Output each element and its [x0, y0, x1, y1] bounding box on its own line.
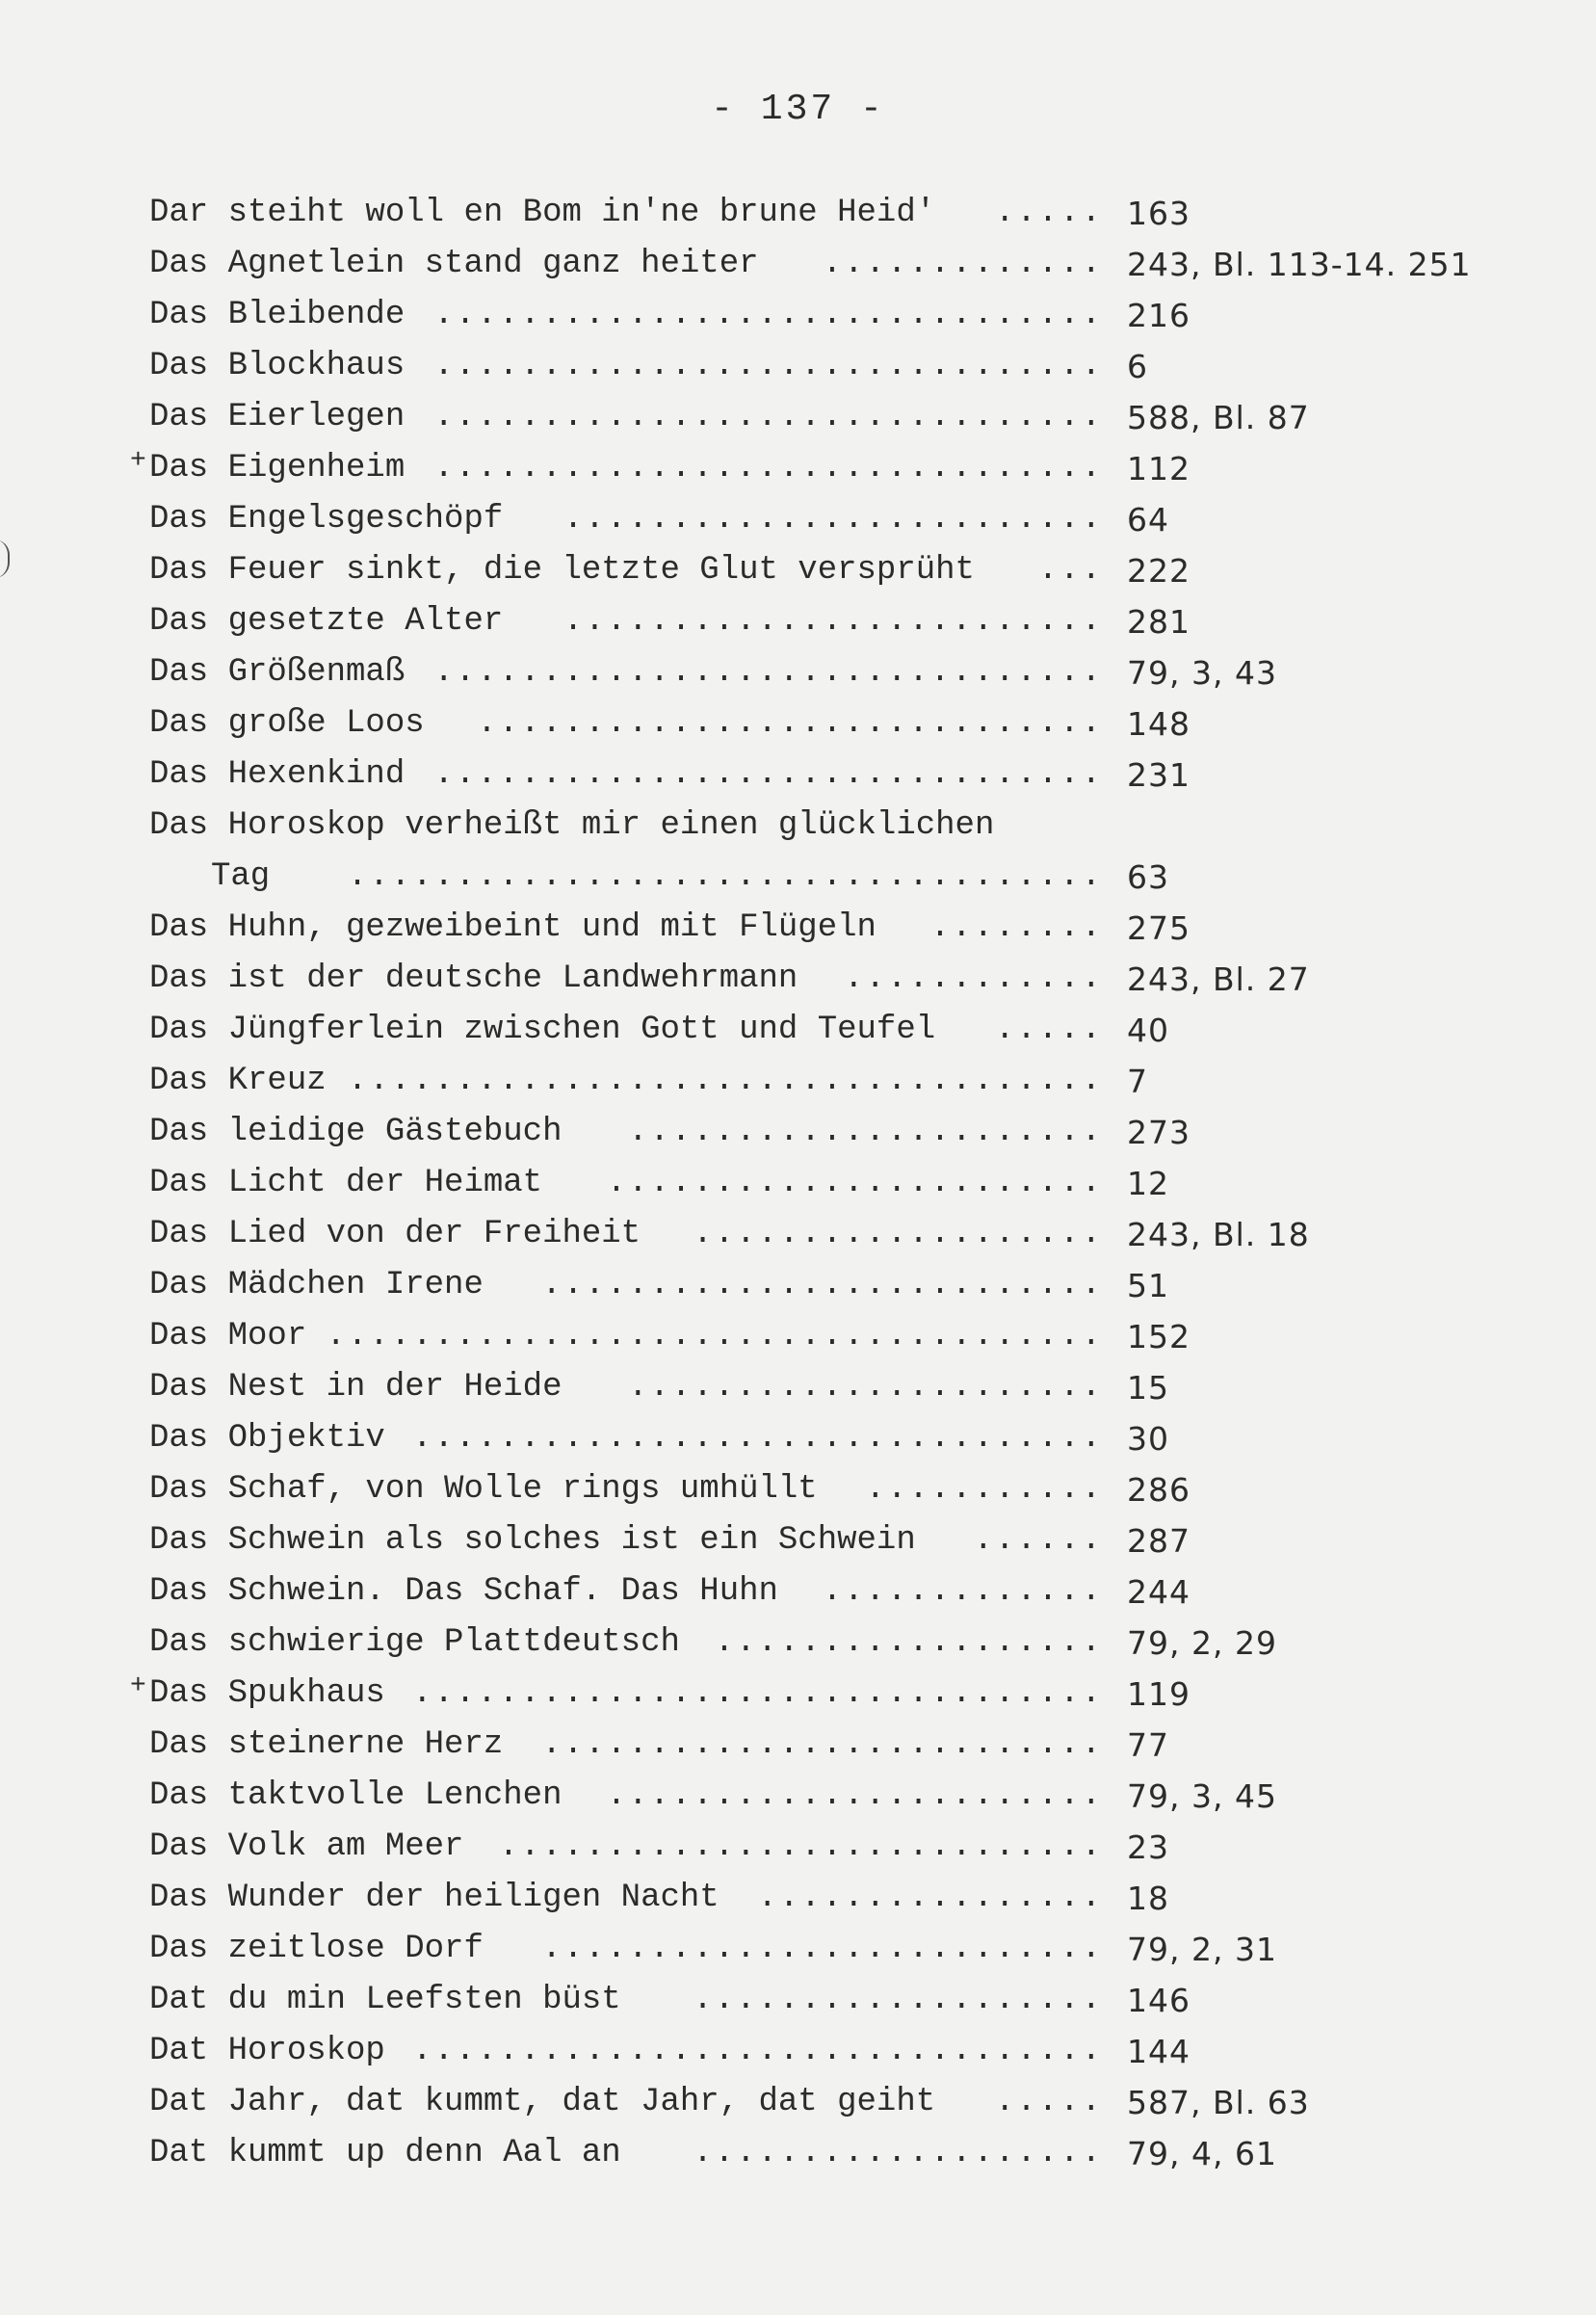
entry-dot-leader: ..................: [714, 1624, 1103, 1661]
entry-dot-leader: .....: [994, 195, 1103, 231]
entry-dot-leader: ......................: [628, 1369, 1103, 1406]
entry-page-reference: 12: [1127, 1165, 1169, 1202]
entry-dot-leader: ............................: [498, 1828, 1103, 1865]
index-entry: [149, 392, 1565, 443]
index-entry: [149, 1515, 1565, 1566]
entry-dot-leader: ....................................: [326, 1318, 1103, 1355]
entry-dot-leader: ...............................: [433, 654, 1103, 691]
entry-title: Das schwierige Plattdeutsch: [149, 1624, 680, 1661]
entry-dot-leader: .......................: [606, 1777, 1103, 1814]
index-entry: [149, 1005, 1565, 1056]
entry-title: Das Feuer sinkt, die letzte Glut versprüht: [149, 552, 975, 589]
entry-dot-leader: ...............................: [433, 297, 1103, 333]
entry-title: Das gesetzte Alter: [149, 603, 504, 640]
index-entry: [149, 1771, 1565, 1822]
index-entry: [149, 290, 1565, 341]
entry-title: Das taktvolle Lenchen: [149, 1777, 563, 1814]
entry-page-reference: 79, 2, 31: [1127, 1931, 1277, 1968]
entry-page-reference: 7: [1127, 1063, 1148, 1100]
entry-title: Dat Jahr, dat kummt, dat Jahr, dat geiht: [149, 2084, 936, 2120]
entry-title: Das leidige Gästebuch: [149, 1114, 563, 1150]
entry-title: Das Kreuz: [149, 1063, 327, 1099]
entry-page-reference: 79, 3, 43: [1127, 654, 1277, 692]
entry-title: Das Bleibende: [149, 297, 406, 333]
entry-dot-leader: ..........................: [541, 1267, 1103, 1303]
index-entry: [149, 239, 1565, 290]
entry-dot-leader: ...................: [693, 1216, 1103, 1252]
index-entry: [149, 647, 1565, 698]
entry-page-reference: 281: [1127, 603, 1190, 641]
index-entry: [149, 2128, 1565, 2179]
index-entry: [149, 1566, 1565, 1618]
index-entry: [149, 954, 1565, 1005]
entry-title: Das Licht der Heimat: [149, 1165, 543, 1201]
entry-page-reference: 244: [1127, 1573, 1190, 1611]
index-entry: [130, 1669, 1565, 1720]
entry-page-reference: 23: [1127, 1828, 1169, 1866]
entry-dot-leader: .........................: [563, 501, 1103, 538]
entry-dot-leader: ................................: [412, 2033, 1103, 2069]
index-entry: [149, 801, 1565, 852]
index-entry: [149, 1158, 1565, 1209]
entry-page-reference: 231: [1127, 756, 1190, 794]
entry-page-reference: 146: [1127, 1982, 1190, 2019]
index-entry: [149, 188, 1565, 239]
index-entry: [149, 852, 1565, 903]
entry-page-reference: 243, Bl. 113-14. 251: [1127, 246, 1472, 283]
entry-page-reference: 286: [1127, 1471, 1190, 1509]
entry-page-reference: 15: [1127, 1369, 1169, 1407]
entry-page-reference: 51: [1127, 1267, 1169, 1304]
entry-dot-leader: .............: [822, 246, 1103, 282]
index-entry-list: [130, 188, 1565, 2179]
entry-dot-leader: ............: [844, 960, 1103, 997]
entry-dot-leader: .....: [994, 1012, 1103, 1048]
entry-dot-leader: ...............................: [433, 450, 1103, 487]
entry-page-reference: 40: [1127, 1012, 1169, 1049]
index-entry: [149, 1260, 1565, 1311]
entry-title: Das Hexenkind: [149, 756, 406, 793]
entry-page-reference: 588, Bl. 87: [1127, 399, 1310, 436]
entry-page-reference: 275: [1127, 909, 1190, 947]
index-entry: [130, 443, 1565, 494]
entry-dot-leader: ...............................: [433, 399, 1103, 435]
index-entry: [149, 1924, 1565, 1975]
entry-page-reference: 79, 4, 61: [1127, 2135, 1277, 2172]
index-entry: [149, 1362, 1565, 1413]
entry-page-reference: 163: [1127, 195, 1190, 232]
entry-page-reference: 144: [1127, 2033, 1190, 2070]
index-entry: [149, 1311, 1565, 1362]
entry-dot-leader: ...: [1037, 552, 1103, 589]
entry-page-reference: 6: [1127, 348, 1148, 385]
entry-page-reference: 112: [1127, 450, 1190, 487]
entry-page-reference: 79, 3, 45: [1127, 1777, 1277, 1815]
entry-title: Das steinerne Herz: [149, 1726, 504, 1763]
index-entry: [149, 494, 1565, 545]
index-entry: [149, 1464, 1565, 1515]
entry-dot-leader: .............: [822, 1573, 1103, 1610]
entry-page-reference: 79, 2, 29: [1127, 1624, 1277, 1662]
index-entry: [149, 1873, 1565, 1924]
entry-title: Das Spukhaus: [149, 1675, 385, 1712]
entry-dot-leader: .....: [994, 2084, 1103, 2120]
entry-title: Das Blockhaus: [149, 348, 406, 384]
entry-title: Das Wunder der heiligen Nacht: [149, 1880, 720, 1916]
margin-bracket-mark: [0, 539, 10, 578]
entry-page-reference: 148: [1127, 705, 1190, 743]
entry-title: Das Lied von der Freiheit: [149, 1216, 641, 1252]
index-entry: [149, 698, 1565, 750]
entry-dot-leader: ......: [973, 1522, 1103, 1559]
entry-dot-leader: ................................: [412, 1675, 1103, 1712]
entry-dot-leader: ...............................: [433, 756, 1103, 793]
entry-page-reference: 152: [1127, 1318, 1190, 1355]
index-entry: [149, 1413, 1565, 1464]
entry-dot-leader: .............................: [477, 705, 1103, 742]
entry-title: Das ist der deutsche Landwehrmann: [149, 960, 798, 997]
entry-dot-leader: ...................: [693, 2135, 1103, 2171]
index-entry: [149, 545, 1565, 596]
entry-page-reference: 18: [1127, 1880, 1169, 1917]
entry-page-reference: 273: [1127, 1114, 1190, 1151]
entry-title: Das Schwein als solches ist ein Schwein: [149, 1522, 916, 1559]
index-entry: [149, 1056, 1565, 1107]
entry-title: Das Volk am Meer: [149, 1828, 464, 1865]
entry-title: Das Eigenheim: [149, 450, 406, 487]
entry-dot-leader: ...................: [693, 1982, 1103, 2018]
index-entry: [149, 1975, 1565, 2026]
entry-page-reference: 119: [1127, 1675, 1190, 1713]
index-entry: [149, 1209, 1565, 1260]
entry-title: Tag: [211, 858, 271, 895]
index-entry: [149, 1822, 1565, 1873]
index-entry: [149, 341, 1565, 392]
entry-title: Das zeitlose Dorf: [149, 1931, 484, 1967]
entry-page-reference: 222: [1127, 552, 1190, 590]
entry-title: Das Schaf, von Wolle rings umhüllt: [149, 1471, 818, 1508]
entry-page-reference: 64: [1127, 501, 1169, 539]
index-entry: [149, 903, 1565, 954]
entry-dot-leader: ........: [929, 909, 1103, 946]
entry-page-reference: 30: [1127, 1420, 1169, 1458]
page-number: - 137 -: [711, 89, 885, 130]
entry-title: Dat Horoskop: [149, 2033, 385, 2069]
entry-dot-leader: ...........: [865, 1471, 1103, 1508]
entry-title: Das Eierlegen: [149, 399, 406, 435]
entry-title: Das Horoskop verheißt mir einen glücklichen: [149, 807, 995, 844]
index-entry: [149, 1618, 1565, 1669]
entry-dot-leader: ...................................: [347, 1063, 1103, 1099]
entry-page-reference: 587, Bl. 63: [1127, 2084, 1310, 2121]
entry-title: Das Engelsgeschöpf: [149, 501, 504, 538]
entry-title: Dat du min Leefsten büst: [149, 1982, 621, 2018]
entry-dot-leader: ..........................: [541, 1931, 1103, 1967]
entry-dot-leader: ..........................: [541, 1726, 1103, 1763]
index-entry: [149, 596, 1565, 647]
index-entry: [149, 2026, 1565, 2077]
index-entry: [149, 1720, 1565, 1771]
entry-dot-leader: ...............................: [433, 348, 1103, 384]
entry-title: Das Jüngferlein zwischen Gott und Teufel: [149, 1012, 936, 1048]
entry-dagger-mark: +: [130, 1671, 146, 1701]
entry-page-reference: 216: [1127, 297, 1190, 334]
entry-dot-leader: .........................: [563, 603, 1103, 640]
entry-dot-leader: ................: [757, 1880, 1103, 1916]
entry-title: Dar steiht woll en Bom in'ne brune Heid': [149, 195, 936, 231]
entry-page-reference: 243, Bl. 18: [1127, 1216, 1310, 1253]
entry-dagger-mark: +: [130, 446, 146, 476]
entry-title: Das Objektiv: [149, 1420, 385, 1457]
entry-page-reference: 63: [1127, 858, 1169, 896]
entry-title: Das Mädchen Irene: [149, 1267, 484, 1303]
entry-title: Dat kummt up denn Aal an: [149, 2135, 621, 2171]
index-entry: [149, 1107, 1565, 1158]
entry-title: Das Nest in der Heide: [149, 1369, 563, 1406]
entry-title: Das große Loos: [149, 705, 425, 742]
index-entry: [149, 750, 1565, 801]
entry-page-reference: 287: [1127, 1522, 1190, 1560]
entry-title: Das Moor: [149, 1318, 307, 1355]
entry-dot-leader: .......................: [606, 1165, 1103, 1201]
index-entry: [149, 2077, 1565, 2128]
entry-page-reference: 243, Bl. 27: [1127, 960, 1310, 998]
entry-dot-leader: ......................: [628, 1114, 1103, 1150]
entry-title: Das Schwein. Das Schaf. Das Huhn: [149, 1573, 778, 1610]
entry-dot-leader: ................................: [412, 1420, 1103, 1457]
entry-title: Das Agnetlein stand ganz heiter: [149, 246, 759, 282]
entry-dot-leader: ...................................: [347, 858, 1103, 895]
entry-title: Das Größenmaß: [149, 654, 406, 691]
entry-title: Das Huhn, gezweibeint und mit Flügeln: [149, 909, 876, 946]
entry-page-reference: 77: [1127, 1726, 1169, 1764]
